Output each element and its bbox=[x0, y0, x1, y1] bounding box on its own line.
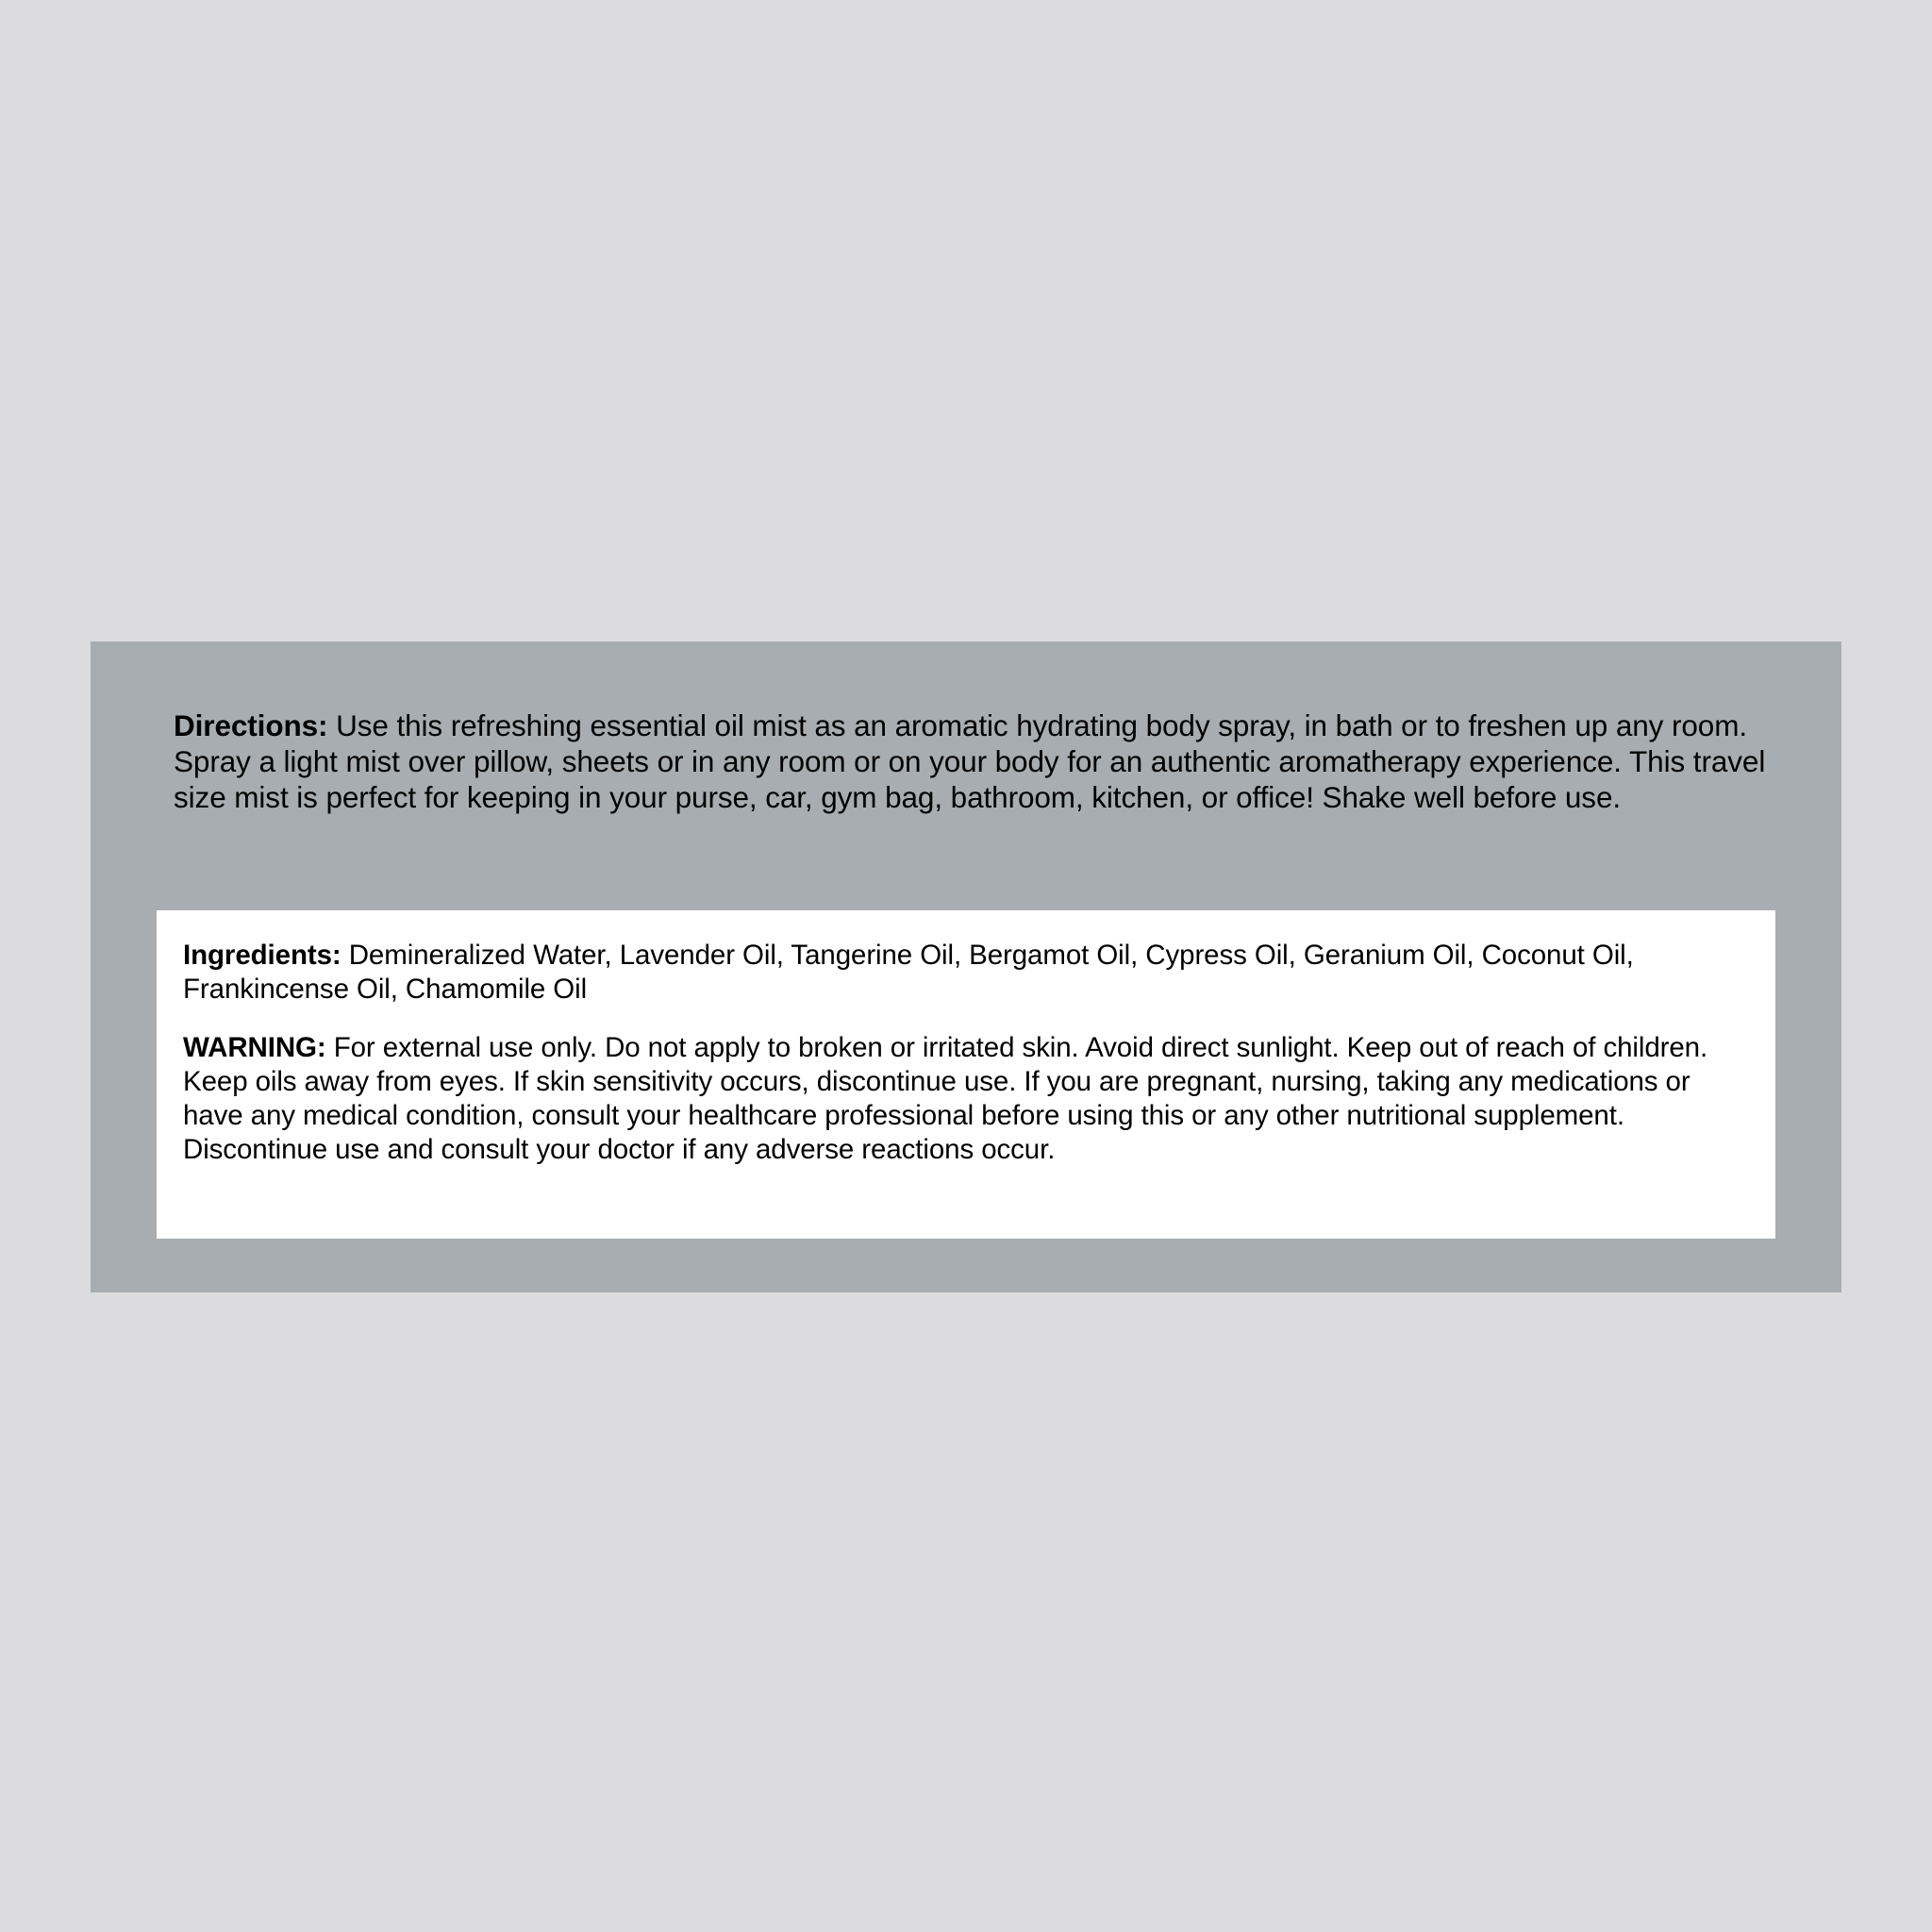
ingredients-section bbox=[183, 939, 1749, 1007]
ingredients-warning-box bbox=[157, 910, 1775, 1239]
warning-text: For external use only. Do not apply to broken or irritated skin. Avoid direct sunlight. Keep out of reach of children. Keep oils away from eyes. If skin sensitivity occurs, discontinue use. If you are pregnant, nursing, taking any medications or have any medical condition, consult your healthcare professional before using this or any other nutritional supplement. Discontinue use and consult your doctor if any adverse reactions occur. bbox=[183, 1031, 1708, 1165]
directions-text: Use this refreshing essential oil mist as an aromatic hydrating body spray, in bath or to freshen up any room. Spray a light mist over pillow, sheets or in any room or on your body for an authentic aromatherapy experience. This travel size mist is perfect for keeping in your purse, car, gym bag, bathroom, kitchen, or office! Shake well before use. bbox=[174, 708, 1766, 815]
ingredients-text: Demineralized Water, Lavender Oil, Tangerine Oil, Bergamot Oil, Cypress Oil, Geranium Oil, Coconut Oil, Frankincense Oil, Chamomile Oil bbox=[183, 940, 1634, 1005]
product-label-panel bbox=[91, 641, 1841, 1292]
ingredients-heading: Ingredients: bbox=[183, 940, 341, 971]
directions-section bbox=[174, 708, 1768, 815]
warning-section bbox=[183, 1031, 1749, 1167]
directions-heading: Directions: bbox=[174, 708, 328, 742]
warning-heading: WARNING: bbox=[183, 1031, 326, 1063]
